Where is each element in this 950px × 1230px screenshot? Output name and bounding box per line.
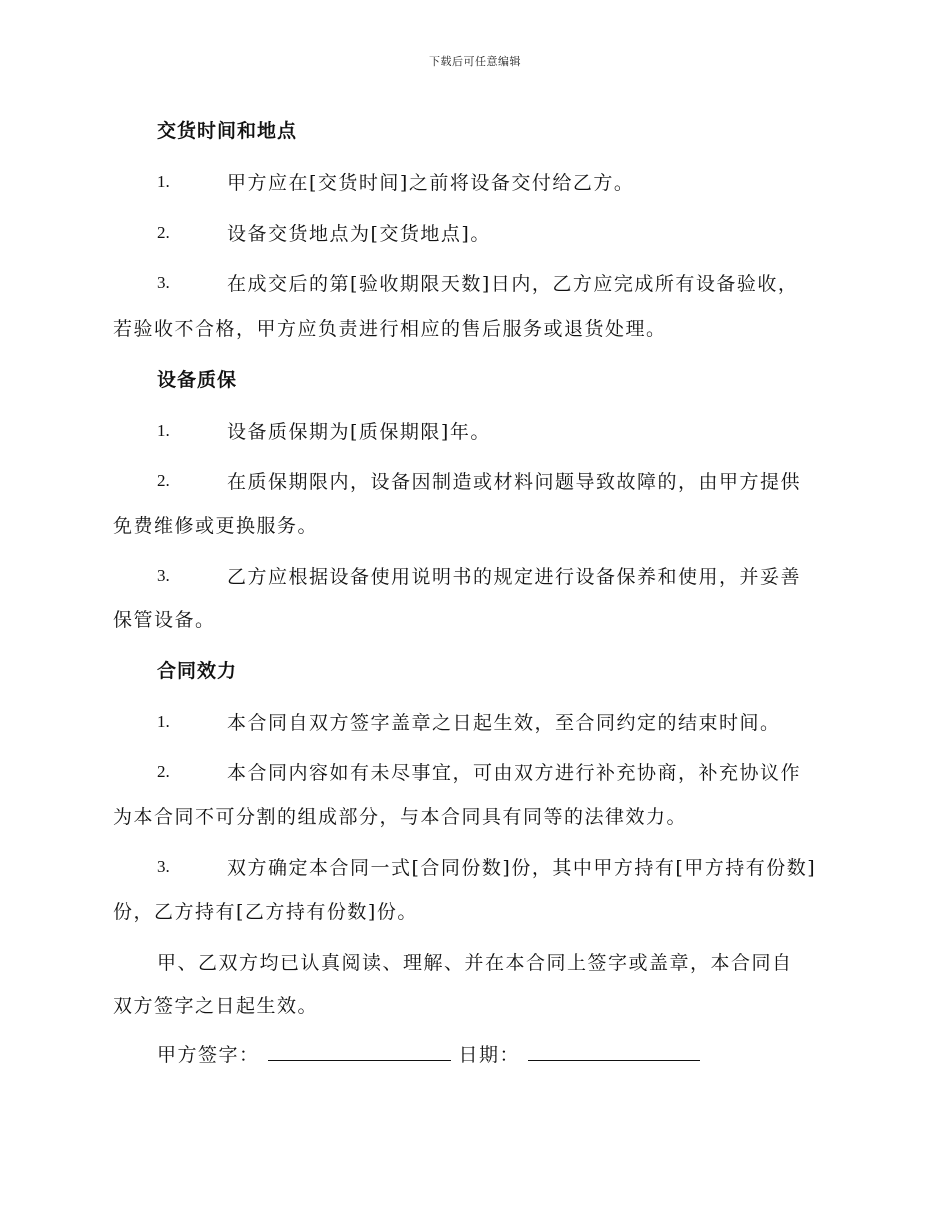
item-text-continued: 保管设备。 <box>113 609 216 631</box>
item-text: 乙方应根据设备使用说明书的规定进行设备保养和使用，并妥善 <box>227 566 802 588</box>
item-text: 在成交后的第[验收期限天数]日内，乙方应完成所有设备验收， <box>227 273 799 295</box>
item-text: 设备质保期为[质保期限]年。 <box>227 421 491 443</box>
date-field[interactable] <box>528 1040 700 1061</box>
item-number: 1. <box>157 172 170 191</box>
item-text: 本合同内容如有未尽事宜，可由双方进行补充协商，补充协议作 <box>227 762 802 784</box>
item-number: 2. <box>157 471 170 490</box>
closing-paragraph-continued: 双方签字之日起生效。 <box>113 995 319 1017</box>
item-number: 2. <box>157 223 170 242</box>
item-text-continued: 若验收不合格，甲方应负责进行相应的售后服务或退货处理。 <box>113 318 667 340</box>
item-text-continued: 免费维修或更换服务。 <box>113 515 319 537</box>
closing-paragraph: 甲、乙双方均已认真阅读、理解、并在本合同上签字或盖章，本合同自 <box>157 952 793 974</box>
item-text: 本合同自双方签字盖章之日起生效，至合同约定的结束时间。 <box>227 712 781 734</box>
item-text: 设备交货地点为[交货地点]。 <box>227 223 491 245</box>
item-text: 双方确定本合同一式[合同份数]份，其中甲方持有[甲方持有份数] <box>227 857 817 879</box>
party-a-signature-field[interactable] <box>268 1040 451 1061</box>
page-header: 下载后可任意编辑 <box>429 55 521 68</box>
item-number: 3. <box>157 273 170 292</box>
item-number: 3. <box>157 857 170 876</box>
item-text: 在质保期限内，设备因制造或材料问题导致故障的，由甲方提供 <box>227 471 802 493</box>
item-number: 1. <box>157 421 170 440</box>
item-text: 甲方应在[交货时间]之前将设备交付给乙方。 <box>227 172 635 194</box>
item-number: 1. <box>157 712 170 731</box>
item-text-continued: 份，乙方持有[乙方持有份数]份。 <box>113 901 418 923</box>
date-label: 日期： <box>458 1044 521 1066</box>
signature-row <box>157 1040 708 1067</box>
item-number: 2. <box>157 762 170 781</box>
item-text-continued: 为本合同不可分割的组成部分，与本合同具有同等的法律效力。 <box>113 806 688 828</box>
party-a-signature-label: 甲方签字： <box>157 1044 260 1066</box>
section-heading-validity: 合同效力 <box>157 660 238 682</box>
item-number: 3. <box>157 566 170 585</box>
section-heading-warranty: 设备质保 <box>157 369 238 391</box>
section-heading-delivery: 交货时间和地点 <box>157 120 298 142</box>
